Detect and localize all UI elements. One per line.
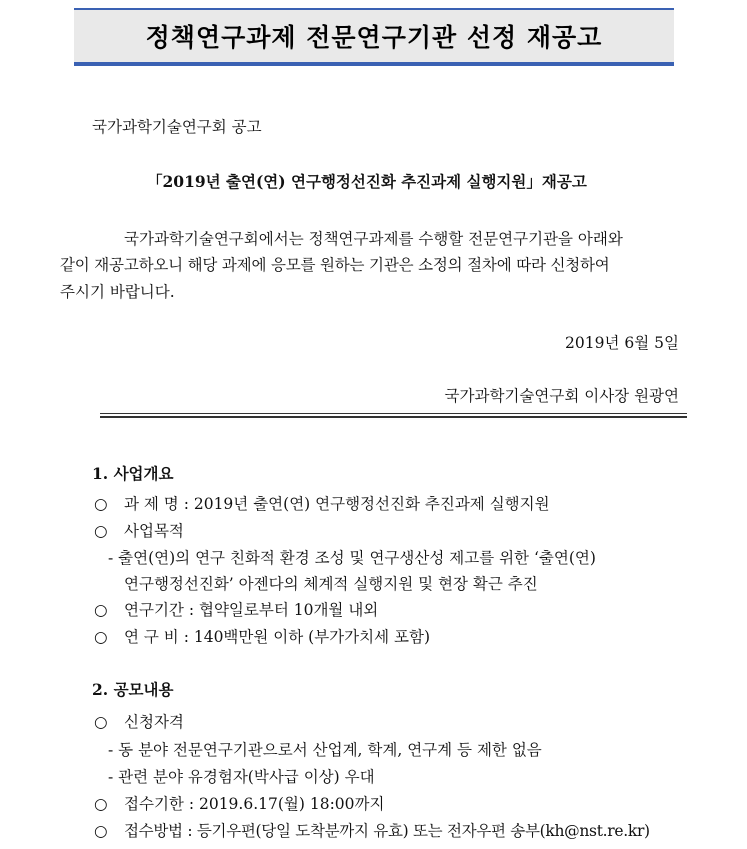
section2-heading: 2. 공모내용 xyxy=(92,680,174,699)
section1-purpose-detail-2: 연구행정선진화’ 아젠다의 체계적 실행지원 및 현장 확근 추진 xyxy=(124,575,538,593)
section1-item-budget: ○ 연 구 비 : 140백만원 이하 (부가가치세 포함) xyxy=(94,628,430,646)
intro-line-2: 같이 재공고하오니 해당 과제에 응모를 원하는 기관은 소정의 절차에 따라 신청하여 xyxy=(60,256,610,274)
title-box xyxy=(74,8,674,66)
notice-subject: 「2019년 출연(연) 연구행정선진화 추진과제 실행지원」재공고 xyxy=(147,172,587,191)
section1-heading: 1. 사업개요 xyxy=(92,464,174,483)
section1-purpose-detail-1: - 출연(연)의 연구 친화적 환경 조성 및 연구생산성 제고를 위한 ‘출연(연) xyxy=(108,549,596,567)
section1-item-purpose: ○ 사업목적 xyxy=(94,522,184,540)
section2-item-method: ○ 접수방법 : 등기우편(당일 도착분까지 유효) 또는 전자우편 송부(kh@nst.re.kr) xyxy=(94,822,650,840)
page-title: 정책연구과제 전문연구기관 선정 재공고 xyxy=(145,23,603,52)
bullet-circle-icon: ○ xyxy=(94,713,108,731)
bullet-circle-icon: ○ xyxy=(94,628,108,646)
section1-item-period: ○ 연구기간 : 협약일로부터 10개월 내외 xyxy=(94,601,379,619)
bullet-circle-icon: ○ xyxy=(94,522,108,540)
intro-line-1: 국가과학기술연구회에서는 정책연구과제를 수행할 전문연구기관을 아래와 xyxy=(124,230,623,248)
announcer: 국가과학기술연구회 공고 xyxy=(92,118,262,136)
section2-eligibility-detail-1: - 동 분야 전문연구기관으로서 산업계, 학계, 연구계 등 제한 없음 xyxy=(108,741,542,759)
bullet-circle-icon: ○ xyxy=(94,822,108,840)
notice-date: 2019년 6월 5일 xyxy=(565,334,679,352)
bullet-circle-icon: ○ xyxy=(94,795,108,813)
intro-line-3: 주시기 바랍니다. xyxy=(60,283,175,301)
section2-eligibility-detail-2: - 관련 분야 유경험자(박사급 이상) 우대 xyxy=(108,768,375,786)
section2-item-deadline: ○ 접수기한 : 2019.6.17(월) 18:00까지 xyxy=(94,795,385,813)
double-divider xyxy=(100,413,687,418)
section2-item-eligibility: ○ 신청자격 xyxy=(94,713,184,731)
bullet-circle-icon: ○ xyxy=(94,601,108,619)
signature: 국가과학기술연구회 이사장 원광연 xyxy=(444,387,679,405)
bullet-circle-icon: ○ xyxy=(94,495,108,513)
section1-item-project-name: ○ 과 제 명 : 2019년 출연(연) 연구행정선진화 추진과제 실행지원 xyxy=(94,495,550,513)
